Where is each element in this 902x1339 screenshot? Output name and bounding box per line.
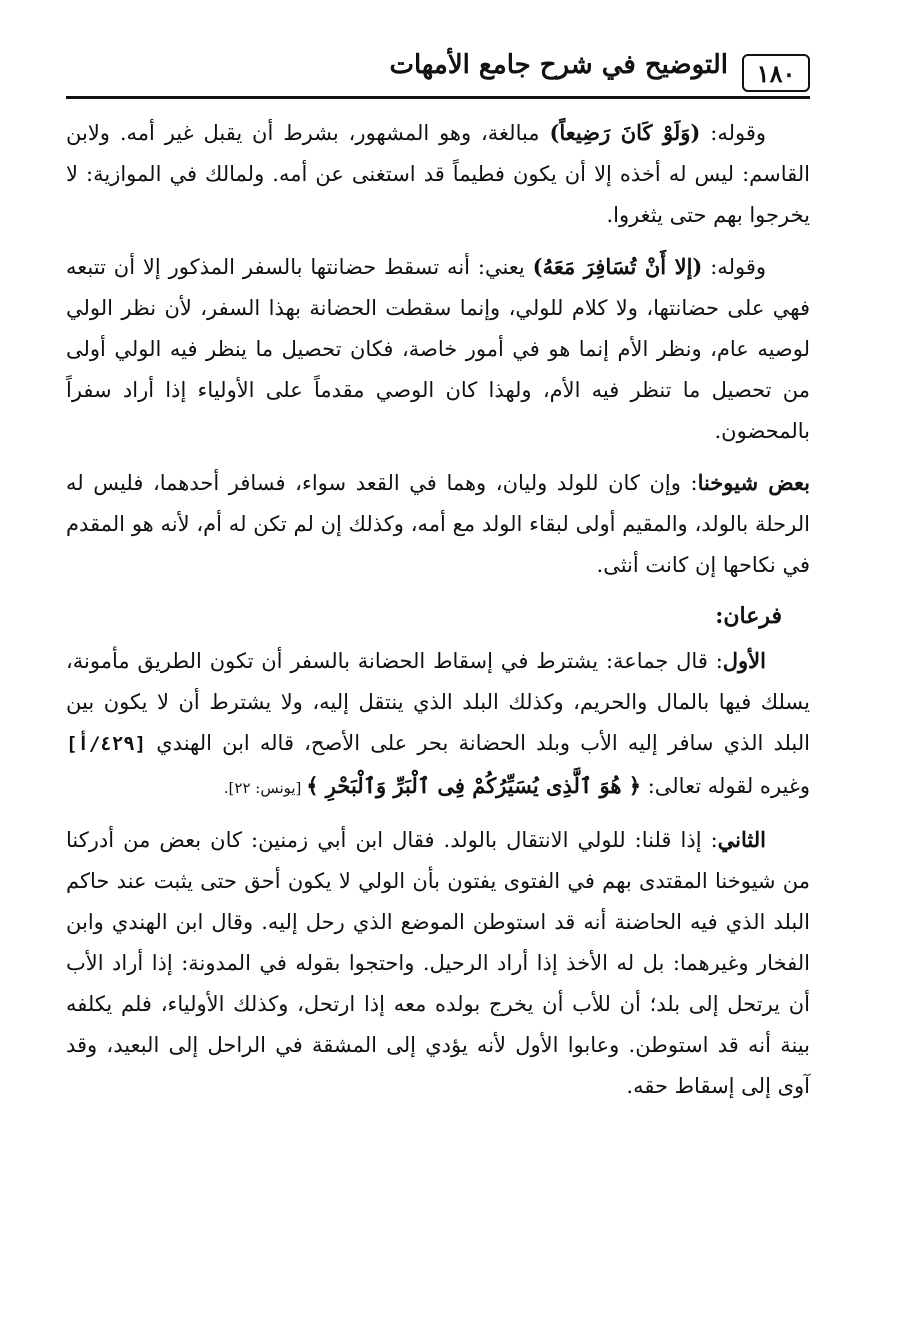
quoted-matn: (وَلَوْ كَانَ رَضِيعاً) [549,120,701,145]
page-header [66,48,810,98]
paragraph-text: : قال جماعة: يشترط في إسقاط الحضانة بالسفر أن تكون الطريق مأمونة، يسلك فيها بالمال والحريم، وكذلك البلد الذي ينتقل إليه، ولا يشترط أن لا يكون بين البلد الذي سافر إليه الأب وبلد الحضانة بحر على الأصح، قاله ابن الهندي [66,649,810,755]
folio-marker: [٤٢٩/أ] [66,733,147,755]
bold-term: الثاني [717,827,766,852]
lead-text: وقوله: [702,255,766,279]
page-number: ١٨٠ [742,54,810,92]
running-title: التوضيح في شرح جامع الأمهات [389,50,728,80]
paragraph-1 [66,112,810,236]
book-page [66,48,810,1308]
paragraph-text: : إذا قلنا: للولي الانتقال بالولد. فقال ابن أبي زمنين: كان بعض من أدركنا من شيوخنا المقتدى بهم في الفتوى يفتون بأن الولي لا يكون أحق حتى يثبت عند حاكم البلد الذي فيه الحاضنة أنه قد استوطن الموضع الذي رحل إليه. وقال ابن الهندي وابن الفخار وغيرهما: بل له الأخذ إذا أراد الرحيل. واحتجوا بقوله في المدونة: إذا أراد الأب أن يرتحل إلى بلد؛ أن للأب أن يخرج بولده معه إذا ارتحل، وكذلك الأولياء، فلم يكلفه بينة أنه قد استوطن. وعابوا الأول لأنه يؤدي إلى المشقة في الراحل إلى البعيد، وقد آوى إلى إسقاط حقه. [66,828,810,1098]
quoted-matn: (إلا أَنْ تُسَافِرَ مَعَهُ) [532,254,703,279]
paragraph-2 [66,246,810,452]
paragraph-4 [66,640,810,809]
header-rule [66,96,810,99]
paragraph-3 [66,462,810,586]
paragraph-text-2: وغيره لقوله تعالى: [641,774,810,798]
section-heading: فرعان: [715,603,782,629]
bold-term: الأول [722,648,766,673]
quran-verse: ﴿ هُوَ ٱلَّذِى يُسَيِّرُكُمْ فِى ٱلْبَرِّ وَٱلْبَحْرِ ﴾ [306,773,642,798]
bold-term: بعض شيوخنا [697,470,810,495]
page-body [66,112,810,1117]
lead-text: وقوله: [700,121,767,145]
verse-reference: [يونس: ٢٢]. [223,779,307,797]
paragraph-text: مبالغة، وهو المشهور، بشرط أن يقبل غير أمه. ولابن القاسم: ليس له أخذه إلا أن يكون فطيماً قد استغنى عن أمه. ولمالك في الموازية: لا يخرجوا بهم حتى يثغروا. [66,121,810,227]
paragraph-5 [66,819,810,1107]
paragraph-text: : وإن كان للولد وليان، وهما في القعد سواء، فسافر أحدهما، فليس له الرحلة بالولد، والمقيم أولى لبقاء الولد مع أمه، وكذلك إن لم تكن له أم، لأنه هو المقدم في نكاحها إن كانت أنثى. [66,471,810,577]
paragraph-text: يعني: أنه تسقط حضانتها بالسفر المذكور إلا أن تتبعه فهي على حضانتها، ولا كلام للولي، وإنما سقطت الحضانة بهذا السفر، لأن نظر الولي لوصيه عام، ونظر الأم إنما هو في أمور خاصة، فكان تحصيل ما ينظر فيه الولي أولى من تحصيل ما تنظر فيه الأم، ولهذا كان الوصي مقدماً على الأولياء إذا أراد سفراً بالمحضون. [66,255,810,443]
